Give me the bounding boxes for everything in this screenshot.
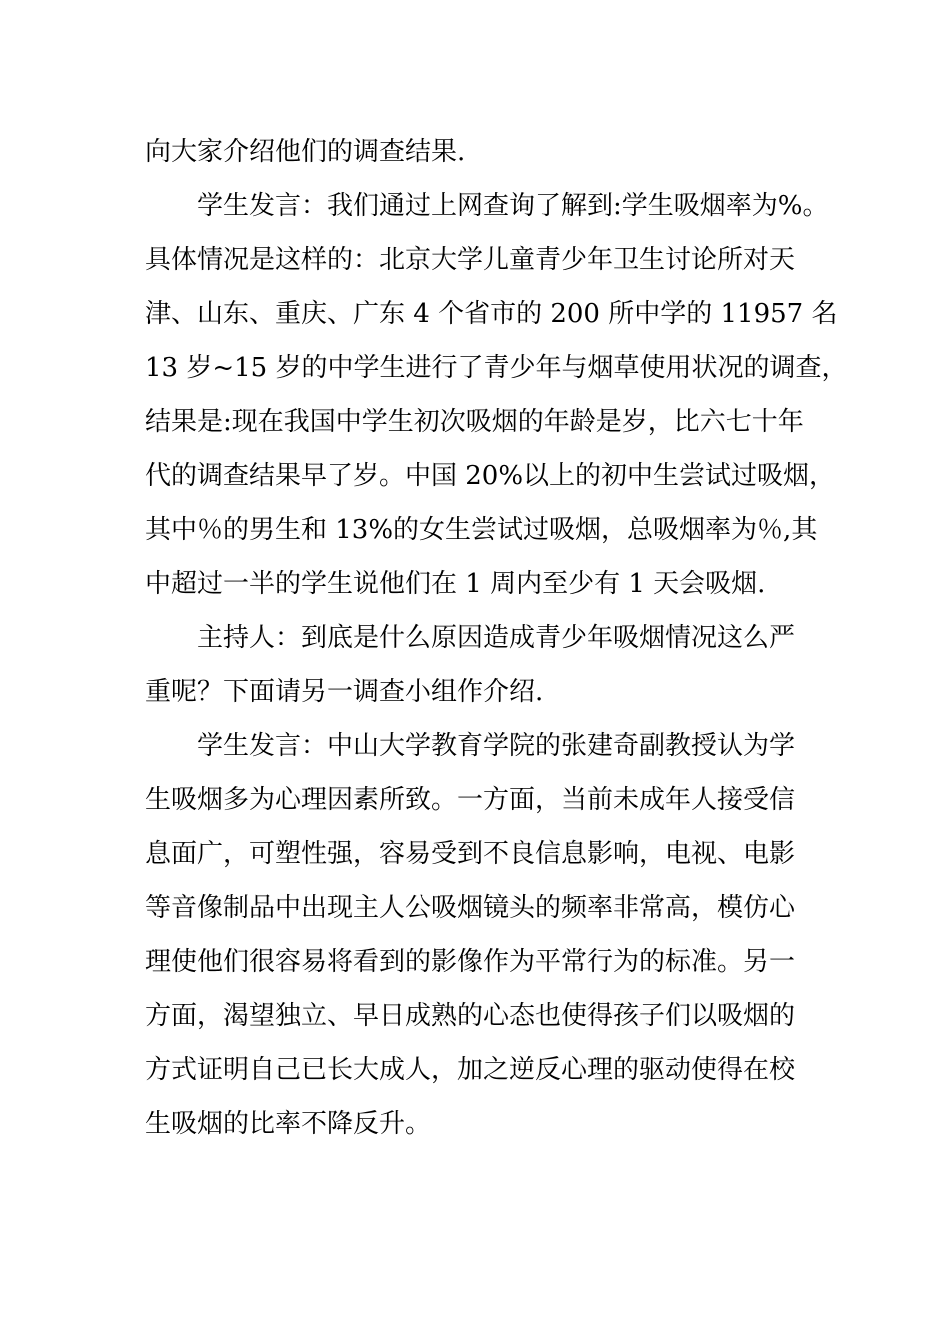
text-line-11: 重呢？下面请另一调查小组作介绍. [145, 677, 544, 707]
text-line-7: 代的调查结果早了岁。中国 20%以上的初中生尝试过吸烟， [145, 461, 836, 491]
text-line-1: 向大家介绍他们的调查结果. [145, 137, 466, 167]
text-line-5: 13 岁~15 岁的中学生进行了青少年与烟草使用状况的调查， [145, 353, 848, 383]
text-line-16: 理使他们很容易将看到的影像作为平常行为的标准。另一 [145, 947, 796, 977]
text-line-12: 学生发言：中山大学教育学院的张建奇副教授认为学 [197, 731, 796, 761]
text-line-13: 生吸烟多为心理因素所致。一方面，当前未成年人接受信 [145, 785, 796, 815]
text-line-14: 息面广，可塑性强，容易受到不良信息影响，电视、电影 [145, 839, 796, 869]
text-line-18: 方式证明自己已长大成人，加之逆反心理的驱动使得在校 [145, 1055, 796, 1085]
text-line-15: 等音像制品中出现主人公吸烟镜头的频率非常高，模仿心 [145, 893, 796, 923]
text-line-6: 结果是:现在我国中学生初次吸烟的年龄是岁，比六七十年 [145, 407, 804, 437]
text-line-3: 具体情况是这样的：北京大学儿童青少年卫生讨论所对天 [145, 245, 796, 275]
text-line-10: 主持人：到底是什么原因造成青少年吸烟情况这么严 [197, 623, 796, 653]
text-line-17: 方面，渴望独立、早日成熟的心态也使得孩子们以吸烟的 [145, 1001, 796, 1031]
text-line-8: 其中％的男生和 13%的女生尝试过吸烟，总吸烟率为％,其 [145, 515, 818, 545]
text-line-9: 中超过一半的学生说他们在 1 周内至少有 1 天会吸烟. [145, 569, 766, 599]
document-page [145, 125, 848, 1151]
text-line-19: 生吸烟的比率不降反升。 [145, 1109, 432, 1139]
text-line-4: 津、山东、重庆、广东 4 个省市的 200 所中学的 11957 名 [145, 299, 838, 329]
text-line-2: 学生发言：我们通过上网查询了解到:学生吸烟率为%。 [197, 191, 829, 221]
